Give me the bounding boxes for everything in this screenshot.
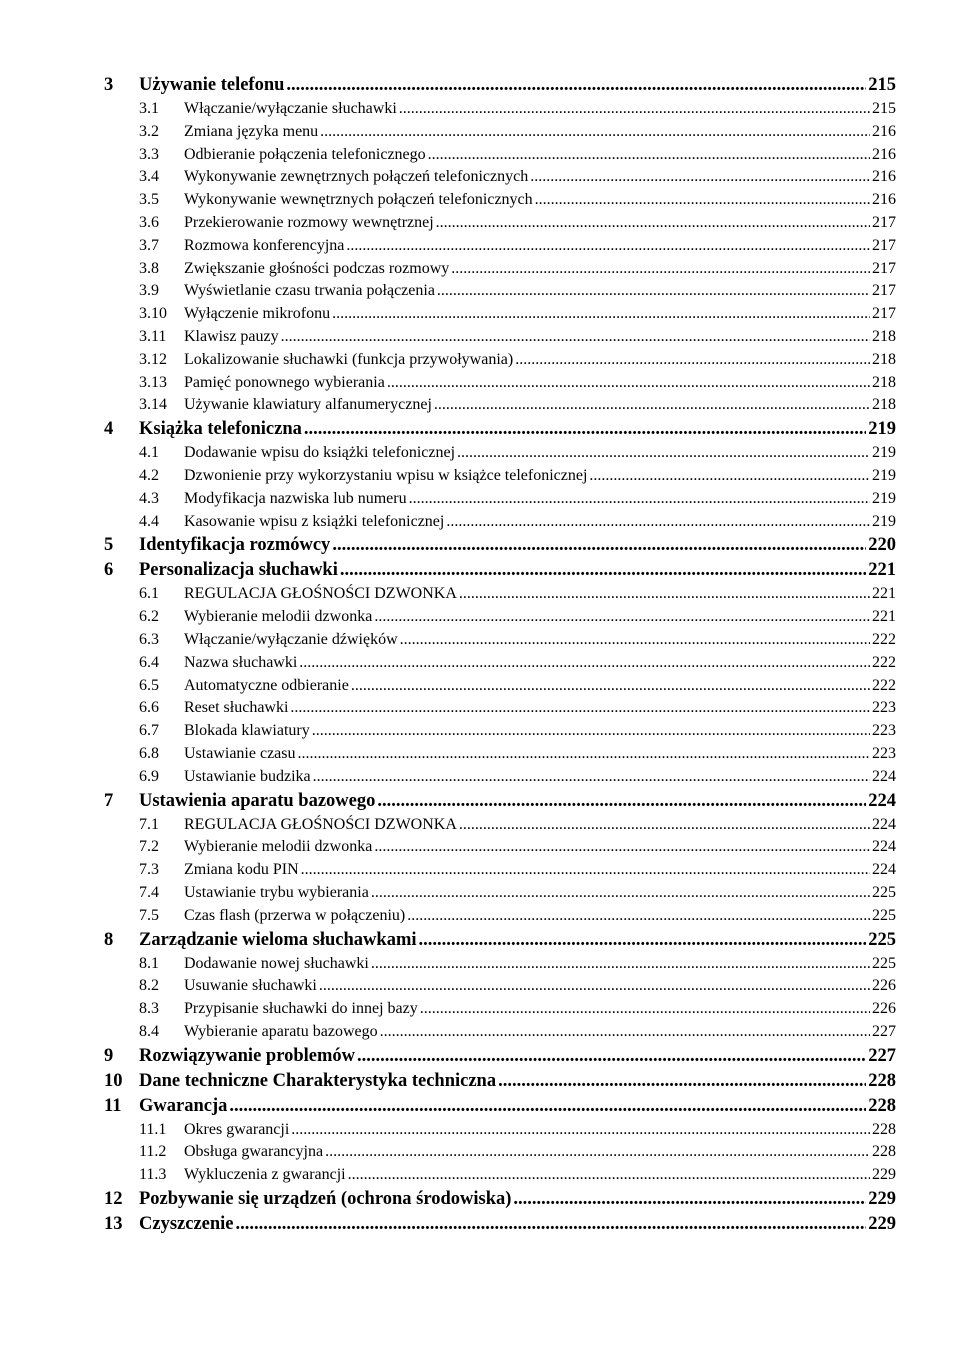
toc-section-entry[interactable] bbox=[104, 488, 896, 511]
toc-section-entry[interactable] bbox=[104, 280, 896, 303]
toc-entry-title: Wykonywanie wewnętrznych połączeń telefonicznych bbox=[184, 191, 533, 209]
toc-entry-title: Pamięć ponownego wybierania bbox=[184, 373, 385, 391]
toc-entry-page-number: 229 bbox=[868, 1214, 896, 1235]
toc-entry-title: Blokada klawiatury bbox=[184, 722, 310, 740]
dot-leader bbox=[513, 1187, 866, 1212]
toc-entry-title: Używanie klawiatury alfanumerycznej bbox=[184, 396, 432, 414]
toc-entry-page-number: 225 bbox=[872, 954, 896, 972]
toc-entry-number: 8.4 bbox=[139, 1022, 159, 1040]
toc-section-entry[interactable] bbox=[104, 836, 896, 859]
toc-entry-number: 4.3 bbox=[139, 489, 159, 507]
dot-leader bbox=[446, 511, 870, 534]
dot-leader bbox=[371, 882, 870, 905]
toc-entry-page-number: 219 bbox=[872, 466, 896, 484]
toc-entry-page-number: 223 bbox=[872, 722, 896, 740]
toc-entry-number: 3.9 bbox=[139, 282, 159, 300]
toc-entry-number: 8.2 bbox=[139, 977, 159, 995]
dot-leader bbox=[419, 928, 867, 953]
toc-entry-title: Klawisz pauzy bbox=[184, 327, 279, 345]
dot-leader bbox=[374, 836, 870, 859]
dot-leader bbox=[380, 1021, 870, 1044]
dot-leader bbox=[437, 280, 870, 303]
toc-entry-number: 3.12 bbox=[139, 350, 167, 368]
toc-chapter-entry[interactable] bbox=[104, 1187, 896, 1212]
toc-entry-number: 3.3 bbox=[139, 145, 159, 163]
toc-entry-page-number: 225 bbox=[872, 883, 896, 901]
toc-entry-title: Okres gwarancji bbox=[184, 1120, 290, 1138]
toc-section-entry[interactable] bbox=[104, 606, 896, 629]
toc-section-entry[interactable] bbox=[104, 98, 896, 121]
toc-entry-number: 8.3 bbox=[139, 1000, 159, 1018]
toc-entry-number: 4.1 bbox=[139, 444, 159, 462]
toc-entry-number: 6.3 bbox=[139, 630, 159, 648]
toc-section-entry[interactable] bbox=[104, 212, 896, 235]
toc-entry-title: Czyszczenie bbox=[139, 1214, 234, 1235]
dot-leader bbox=[428, 144, 870, 167]
toc-entry-page-number: 217 bbox=[872, 259, 896, 277]
dot-leader bbox=[320, 121, 870, 144]
dot-leader bbox=[451, 258, 870, 281]
toc-entry-number: 3.8 bbox=[139, 259, 159, 277]
toc-entry-number: 6.1 bbox=[139, 585, 159, 603]
dot-leader bbox=[399, 98, 870, 121]
toc-entry-number: 3 bbox=[104, 75, 114, 95]
toc-entry-page-number: 217 bbox=[872, 282, 896, 300]
toc-entry-page-number: 224 bbox=[872, 861, 896, 879]
toc-entry-page-number: 226 bbox=[872, 977, 896, 995]
toc-entry-title: Ustawianie budzika bbox=[184, 767, 311, 785]
dot-leader bbox=[420, 998, 870, 1021]
toc-entry-title: Ustawianie trybu wybierania bbox=[184, 883, 369, 901]
toc-entry-number: 7.4 bbox=[139, 883, 159, 901]
toc-entry-title: Identyfikacja rozmówcy bbox=[139, 535, 331, 556]
toc-entry-page-number: 223 bbox=[872, 744, 896, 762]
toc-entry-title: Włączanie/wyłączanie dźwięków bbox=[184, 630, 398, 648]
toc-entry-number: 6.5 bbox=[139, 676, 159, 694]
toc-section-entry[interactable] bbox=[104, 998, 896, 1021]
toc-entry-number: 3.10 bbox=[139, 305, 167, 323]
dot-leader bbox=[301, 859, 870, 882]
toc-entry-page-number: 222 bbox=[872, 676, 896, 694]
dot-leader bbox=[319, 975, 870, 998]
toc-entry-number: 3.7 bbox=[139, 236, 159, 254]
toc-entry-page-number: 217 bbox=[872, 236, 896, 254]
toc-entry-number: 6.7 bbox=[139, 722, 159, 740]
toc-section-entry[interactable] bbox=[104, 303, 896, 326]
toc-section-entry[interactable] bbox=[104, 442, 896, 465]
toc-entry-title: Wyświetlanie czasu trwania połączenia bbox=[184, 282, 435, 300]
toc-chapter-entry[interactable] bbox=[104, 558, 896, 583]
dot-leader bbox=[530, 166, 870, 189]
toc-entry-number: 6.6 bbox=[139, 699, 159, 717]
toc-entry-title: Wykluczenia z gwarancji bbox=[184, 1166, 346, 1184]
toc-section-entry[interactable] bbox=[104, 1141, 896, 1164]
toc-entry-title: Rozwiązywanie problemów bbox=[139, 1045, 355, 1066]
toc-entry-title: Książka telefoniczna bbox=[139, 419, 302, 440]
toc-entry-title: Kasowanie wpisu z książki telefonicznej bbox=[184, 512, 445, 530]
toc-entry-page-number: 227 bbox=[868, 1045, 896, 1066]
toc-entry-number: 5 bbox=[104, 535, 114, 556]
toc-entry-page-number: 216 bbox=[872, 168, 896, 186]
dot-leader bbox=[290, 697, 870, 720]
toc-chapter-entry[interactable] bbox=[104, 417, 896, 442]
toc-entry-title: Zwiększanie głośności podczas rozmowy bbox=[184, 259, 450, 277]
toc-entry-page-number: 219 bbox=[868, 419, 896, 440]
toc-entry-title: Wybieranie melodii dzwonka bbox=[184, 838, 373, 856]
dot-leader bbox=[371, 953, 870, 976]
dot-leader bbox=[387, 372, 870, 395]
toc-section-entry[interactable] bbox=[104, 975, 896, 998]
toc-section-entry[interactable] bbox=[104, 720, 896, 743]
toc-section-entry[interactable] bbox=[104, 166, 896, 189]
table-of-contents bbox=[104, 73, 896, 1237]
toc-entry-number: 3.2 bbox=[139, 122, 159, 140]
toc-entry-page-number: 228 bbox=[872, 1120, 896, 1138]
dot-leader bbox=[409, 488, 870, 511]
toc-entry-title: Lokalizowanie słuchawki (funkcja przywoływania) bbox=[184, 350, 514, 368]
dot-leader bbox=[357, 1044, 866, 1069]
toc-entry-page-number: 216 bbox=[872, 191, 896, 209]
dot-leader bbox=[457, 442, 870, 465]
toc-entry-title: Włączanie/wyłączanie słuchawki bbox=[184, 100, 397, 117]
toc-entry-number: 6 bbox=[104, 560, 114, 581]
toc-entry-page-number: 224 bbox=[872, 815, 896, 833]
toc-entry-number: 6.4 bbox=[139, 653, 159, 671]
toc-entry-number: 8.1 bbox=[139, 954, 159, 972]
dot-leader bbox=[312, 720, 870, 743]
toc-entry-number: 3.1 bbox=[139, 100, 159, 117]
dot-leader bbox=[340, 558, 866, 583]
dot-leader bbox=[281, 326, 870, 349]
toc-entry-number: 4.2 bbox=[139, 466, 159, 484]
toc-entry-number: 11 bbox=[104, 1095, 122, 1116]
toc-entry-number: 3.14 bbox=[139, 396, 167, 414]
toc-section-entry[interactable] bbox=[104, 258, 896, 281]
toc-entry-page-number: 221 bbox=[872, 608, 896, 626]
dot-leader bbox=[407, 905, 870, 928]
dot-leader bbox=[298, 743, 870, 766]
toc-chapter-entry[interactable] bbox=[104, 533, 896, 558]
toc-entry-title: Zmiana kodu PIN bbox=[184, 861, 299, 879]
toc-section-entry[interactable] bbox=[104, 583, 896, 606]
toc-entry-title: Wybieranie aparatu bazowego bbox=[184, 1022, 378, 1040]
toc-entry-title: Czas flash (przerwa w połączeniu) bbox=[184, 906, 406, 924]
toc-entry-page-number: 229 bbox=[872, 1166, 896, 1184]
toc-entry-page-number: 224 bbox=[872, 838, 896, 856]
toc-entry-title: Wybieranie melodii dzwonka bbox=[184, 608, 373, 626]
toc-entry-page-number: 229 bbox=[868, 1189, 896, 1210]
dot-leader bbox=[325, 1141, 870, 1164]
toc-section-entry[interactable] bbox=[104, 465, 896, 488]
toc-entry-number: 13 bbox=[104, 1214, 123, 1235]
toc-section-entry[interactable] bbox=[104, 1164, 896, 1187]
dot-leader bbox=[400, 629, 870, 652]
toc-entry-title: Rozmowa konferencyjna bbox=[184, 236, 345, 254]
dot-leader bbox=[286, 73, 866, 98]
toc-section-entry[interactable] bbox=[104, 144, 896, 167]
toc-entry-page-number: 220 bbox=[868, 535, 896, 556]
toc-entry-title: Dane techniczne Charakterystyka techniczna bbox=[139, 1070, 497, 1091]
toc-chapter-entry[interactable] bbox=[104, 1069, 896, 1094]
toc-entry-page-number: 222 bbox=[872, 653, 896, 671]
toc-entry-page-number: 218 bbox=[872, 350, 896, 368]
toc-section-entry[interactable] bbox=[104, 394, 896, 417]
toc-entry-title: Wyłączenie mikrofonu bbox=[184, 305, 331, 323]
toc-entry-page-number: 228 bbox=[872, 1143, 896, 1161]
dot-leader bbox=[332, 303, 870, 326]
toc-entry-page-number: 223 bbox=[872, 699, 896, 717]
toc-entry-number: 7.5 bbox=[139, 906, 159, 924]
toc-entry-number: 3.6 bbox=[139, 213, 159, 231]
toc-entry-title: Gwarancja bbox=[139, 1095, 228, 1116]
dot-leader bbox=[332, 533, 866, 558]
toc-section-entry[interactable] bbox=[104, 652, 896, 675]
toc-entry-page-number: 217 bbox=[872, 305, 896, 323]
toc-entry-page-number: 219 bbox=[872, 444, 896, 462]
toc-chapter-entry[interactable] bbox=[104, 1094, 896, 1119]
toc-section-entry[interactable] bbox=[104, 326, 896, 349]
toc-entry-page-number: 225 bbox=[872, 906, 896, 924]
toc-entry-title: Zmiana języka menu bbox=[184, 122, 319, 140]
toc-entry-number: 6.9 bbox=[139, 767, 159, 785]
toc-section-entry[interactable] bbox=[104, 1119, 896, 1142]
toc-entry-title: Obsługa gwarancyjna bbox=[184, 1143, 324, 1161]
toc-section-entry[interactable] bbox=[104, 859, 896, 882]
dot-leader bbox=[459, 814, 870, 837]
toc-entry-title: REGULACJA GŁOŚNOŚCI DZWONKA bbox=[184, 585, 457, 603]
toc-entry-number: 11.3 bbox=[139, 1166, 167, 1184]
toc-entry-title: Dzwonienie przy wykorzystaniu wpisu w książce telefonicznej bbox=[184, 466, 588, 484]
toc-entry-number: 8 bbox=[104, 929, 114, 950]
toc-entry-title: Reset słuchawki bbox=[184, 699, 289, 717]
toc-entry-title: Dodawanie wpisu do książki telefonicznej bbox=[184, 444, 456, 462]
toc-entry-title: Przekierowanie rozmowy wewnętrznej bbox=[184, 213, 434, 231]
toc-entry-page-number: 219 bbox=[872, 512, 896, 530]
toc-entry-number: 3.11 bbox=[139, 327, 167, 345]
toc-entry-page-number: 215 bbox=[872, 100, 896, 117]
toc-section-entry[interactable] bbox=[104, 121, 896, 144]
dot-leader bbox=[351, 675, 870, 698]
toc-entry-number: 6.2 bbox=[139, 608, 159, 626]
toc-chapter-entry[interactable] bbox=[104, 1044, 896, 1069]
toc-section-entry[interactable] bbox=[104, 743, 896, 766]
toc-chapter-entry[interactable] bbox=[104, 73, 896, 98]
toc-entry-page-number: 218 bbox=[872, 327, 896, 345]
toc-section-entry[interactable] bbox=[104, 953, 896, 976]
dot-leader bbox=[436, 212, 870, 235]
toc-entry-title: Przypisanie słuchawki do innej bazy bbox=[184, 1000, 418, 1018]
dot-leader bbox=[229, 1094, 866, 1119]
toc-entry-page-number: 226 bbox=[872, 1000, 896, 1018]
toc-section-entry[interactable] bbox=[104, 905, 896, 928]
dot-leader bbox=[434, 394, 870, 417]
toc-entry-number: 12 bbox=[104, 1189, 123, 1210]
toc-entry-page-number: 228 bbox=[868, 1070, 896, 1091]
toc-entry-page-number: 222 bbox=[872, 630, 896, 648]
dot-leader bbox=[498, 1069, 866, 1094]
toc-entry-number: 3.13 bbox=[139, 373, 167, 391]
toc-entry-title: Nazwa słuchawki bbox=[184, 653, 298, 671]
toc-entry-number: 3.4 bbox=[139, 168, 159, 186]
toc-entry-title: Personalizacja słuchawki bbox=[139, 560, 338, 581]
dot-leader bbox=[236, 1212, 867, 1237]
toc-section-entry[interactable] bbox=[104, 235, 896, 258]
toc-entry-page-number: 216 bbox=[872, 122, 896, 140]
toc-entry-title: Pozbywanie się urządzeń (ochrona środowiska) bbox=[139, 1189, 512, 1210]
toc-entry-page-number: 227 bbox=[872, 1022, 896, 1040]
toc-entry-page-number: 228 bbox=[868, 1095, 896, 1116]
toc-entry-title: Usuwanie słuchawki bbox=[184, 977, 317, 995]
toc-entry-number: 6.8 bbox=[139, 744, 159, 762]
toc-entry-page-number: 221 bbox=[872, 585, 896, 603]
toc-section-entry[interactable] bbox=[104, 814, 896, 837]
toc-section-entry[interactable] bbox=[104, 675, 896, 698]
toc-section-entry[interactable] bbox=[104, 1021, 896, 1044]
toc-entry-title: Ustawienia aparatu bazowego bbox=[139, 790, 376, 811]
toc-entry-title: Odbieranie połączenia telefonicznego bbox=[184, 145, 426, 163]
toc-entry-title: Zarządzanie wieloma słuchawkami bbox=[139, 929, 417, 950]
toc-entry-title: Automatyczne odbieranie bbox=[184, 676, 349, 694]
toc-entry-number: 3.5 bbox=[139, 191, 159, 209]
toc-entry-page-number: 218 bbox=[872, 396, 896, 414]
toc-entry-title: Ustawianie czasu bbox=[184, 744, 296, 762]
toc-section-entry[interactable] bbox=[104, 189, 896, 212]
dot-leader bbox=[346, 235, 870, 258]
toc-entry-title: Używanie telefonu bbox=[139, 75, 285, 95]
toc-section-entry[interactable] bbox=[104, 629, 896, 652]
toc-entry-number: 4 bbox=[104, 419, 114, 440]
dot-leader bbox=[291, 1119, 870, 1142]
dot-leader bbox=[535, 189, 870, 212]
toc-entry-page-number: 225 bbox=[868, 929, 896, 950]
toc-entry-title: Dodawanie nowej słuchawki bbox=[184, 954, 369, 972]
dot-leader bbox=[374, 606, 870, 629]
toc-entry-number: 7.1 bbox=[139, 815, 159, 833]
dot-leader bbox=[459, 583, 870, 606]
toc-section-entry[interactable] bbox=[104, 766, 896, 789]
toc-entry-page-number: 218 bbox=[872, 373, 896, 391]
toc-entry-number: 11.2 bbox=[139, 1143, 167, 1161]
toc-entry-page-number: 215 bbox=[868, 75, 896, 95]
toc-entry-number: 7.2 bbox=[139, 838, 159, 856]
dot-leader bbox=[377, 789, 866, 814]
dot-leader bbox=[515, 349, 870, 372]
toc-entry-number: 7.3 bbox=[139, 861, 159, 879]
dot-leader bbox=[299, 652, 870, 675]
toc-section-entry[interactable] bbox=[104, 511, 896, 534]
toc-section-entry[interactable] bbox=[104, 697, 896, 720]
toc-entry-title: REGULACJA GŁOŚNOŚCI DZWONKA bbox=[184, 815, 457, 833]
toc-entry-title: Wykonywanie zewnętrznych połączeń telefonicznych bbox=[184, 168, 529, 186]
toc-entry-page-number: 219 bbox=[872, 489, 896, 507]
toc-chapter-entry[interactable] bbox=[104, 1212, 896, 1237]
toc-entry-title: Modyfikacja nazwiska lub numeru bbox=[184, 489, 407, 507]
dot-leader bbox=[348, 1164, 870, 1187]
toc-chapter-entry[interactable] bbox=[104, 928, 896, 953]
toc-entry-number: 7 bbox=[104, 790, 114, 811]
toc-entry-number: 11.1 bbox=[139, 1120, 167, 1138]
toc-entry-page-number: 224 bbox=[872, 767, 896, 785]
toc-entry-page-number: 216 bbox=[872, 145, 896, 163]
toc-entry-page-number: 224 bbox=[868, 790, 896, 811]
dot-leader bbox=[304, 417, 866, 442]
toc-section-entry[interactable] bbox=[104, 349, 896, 372]
toc-entry-number: 10 bbox=[104, 1070, 123, 1091]
toc-entry-number: 4.4 bbox=[139, 512, 159, 530]
toc-entry-number: 9 bbox=[104, 1045, 114, 1066]
toc-chapter-entry[interactable] bbox=[104, 789, 896, 814]
dot-leader bbox=[589, 465, 870, 488]
toc-entry-page-number: 221 bbox=[868, 560, 896, 581]
toc-section-entry[interactable] bbox=[104, 882, 896, 905]
dot-leader bbox=[313, 766, 870, 789]
toc-section-entry[interactable] bbox=[104, 372, 896, 395]
toc-entry-page-number: 217 bbox=[872, 213, 896, 231]
